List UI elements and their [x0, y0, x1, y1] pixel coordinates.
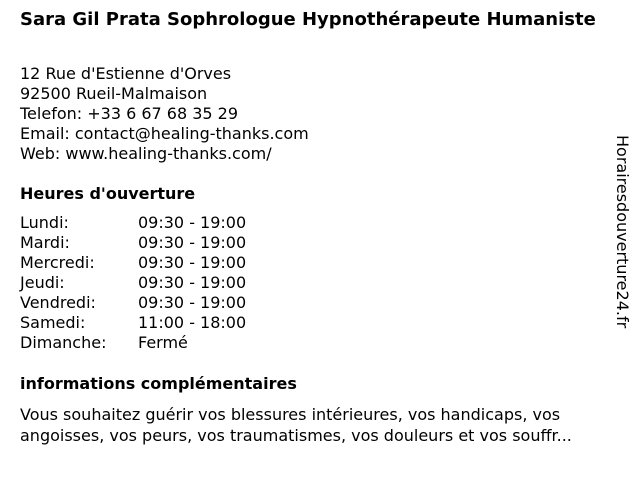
- contact-block: [20, 64, 309, 164]
- time-range: Fermé: [138, 333, 188, 352]
- hours-row: [20, 213, 246, 233]
- day-label: Mercredi:: [20, 253, 95, 272]
- watermark-site-name: Horairesdouverture24.fr: [613, 135, 632, 329]
- hours-row: [20, 293, 246, 313]
- day-label: Mardi:: [20, 233, 70, 252]
- hours-row: [20, 313, 246, 333]
- phone-number[interactable]: Telefon: +33 6 67 68 35 29: [20, 104, 239, 123]
- opening-hours-table: [20, 213, 246, 353]
- time-range: 09:30 - 19:00: [138, 273, 247, 292]
- day-label: Lundi:: [20, 213, 69, 232]
- opening-hours-heading: Heures d'ouverture: [20, 184, 196, 203]
- hours-row: [20, 273, 246, 293]
- email-address[interactable]: Email: contact@healing-thanks.com: [20, 124, 309, 143]
- city-postcode: 92500 Rueil-Malmaison: [20, 84, 208, 103]
- additional-info-text: Vous souhaitez guérir vos blessures intérieures, vos handicaps, vos angoisses, vos peurs, vos traumatismes, vos douleurs et vos souffr...: [20, 405, 572, 445]
- time-range: 09:30 - 19:00: [138, 253, 247, 272]
- additional-info-heading: informations complémentaires: [20, 374, 297, 393]
- hours-row: [20, 333, 246, 353]
- day-label: Vendredi:: [20, 293, 96, 312]
- street-address: 12 Rue d'Estienne d'Orves: [20, 64, 232, 83]
- hours-row: [20, 253, 246, 273]
- website-link[interactable]: Web: www.healing-thanks.com/: [20, 144, 272, 163]
- day-label: Samedi:: [20, 313, 86, 332]
- business-title: Sara Gil Prata Sophrologue Hypnothérapeute Humaniste: [20, 9, 596, 30]
- hours-row: [20, 233, 246, 253]
- day-label: Jeudi:: [20, 273, 65, 292]
- time-range: 11:00 - 18:00: [138, 313, 247, 332]
- time-range: 09:30 - 19:00: [138, 233, 247, 252]
- time-range: 09:30 - 19:00: [138, 293, 247, 312]
- time-range: 09:30 - 19:00: [138, 213, 247, 232]
- day-label: Dimanche:: [20, 333, 107, 352]
